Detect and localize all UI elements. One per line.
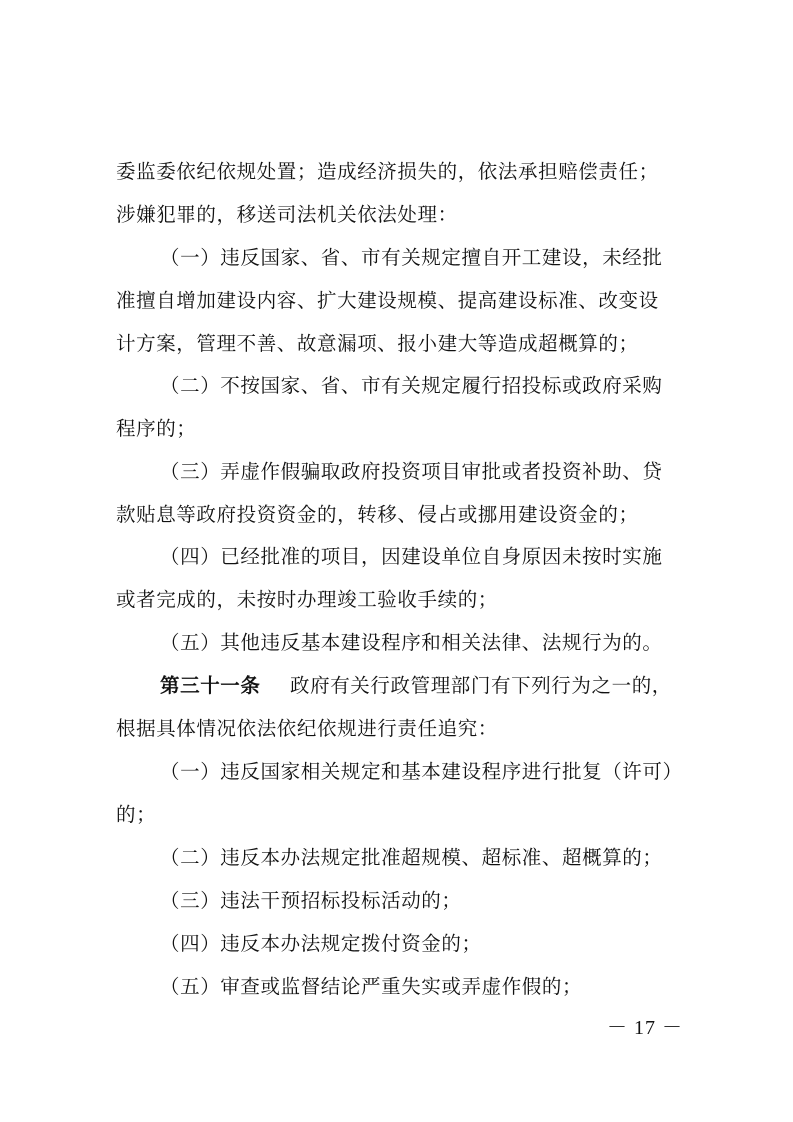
article-item-1-line-1: （一）违反国家相关规定和基本建设程序进行批复（许可） xyxy=(160,760,683,783)
clause-3-line-1: （三）弄虚作假骗取政府投资项目审批或者投资补助、贷 xyxy=(160,460,663,483)
text-line-1: 委监委依纪依规处置；造成经济损失的，依法承担赔偿责任； xyxy=(116,160,659,183)
article-first-line: 政府有关行政管理部门有下列行为之一的， xyxy=(290,674,672,697)
clause-5-line-1: （五）其他违反基本建设程序和相关法律、法规行为的。 xyxy=(160,631,663,654)
article-item-2: （二）违反本办法规定批准超规模、超标准、超概算的； xyxy=(160,846,663,869)
article-heading: 第三十一条 xyxy=(160,674,261,697)
text-line-2: 涉嫌犯罪的，移送司法机关依法处理： xyxy=(116,203,458,226)
article-item-5: （五）审查或监督结论严重失实或弄虚作假的； xyxy=(160,975,583,998)
page-number: － 17 － xyxy=(607,1017,683,1039)
clause-2-line-1: （二）不按国家、省、市有关规定履行招投标或政府采购 xyxy=(160,374,663,397)
clause-4-line-1: （四）已经批准的项目，因建设单位自身原因未按时实施 xyxy=(160,545,663,568)
clause-2-line-2: 程序的； xyxy=(116,417,197,440)
clause-1-line-2: 准擅自增加建设内容、扩大建设规模、提高建设标准、改变设 xyxy=(116,289,659,312)
article-item-3: （三）违法干预招标投标活动的； xyxy=(160,889,462,912)
article-item-4: （四）违反本办法规定拨付资金的； xyxy=(160,932,482,955)
clause-1-line-3: 计方案，管理不善、故意漏项、报小建大等造成超概算的； xyxy=(116,332,639,355)
article-item-1-line-2: 的； xyxy=(116,803,157,826)
clause-4-line-2: 或者完成的，未按时办理竣工验收手续的； xyxy=(116,588,498,611)
article-second-line: 根据具体情况依法依纪依规进行责任追究： xyxy=(116,717,498,740)
clause-1-line-1: （一）违反国家、省、市有关规定擅自开工建设，未经批 xyxy=(160,246,663,269)
clause-3-line-2: 款贴息等政府投资资金的，转移、侵占或挪用建设资金的； xyxy=(116,503,639,526)
